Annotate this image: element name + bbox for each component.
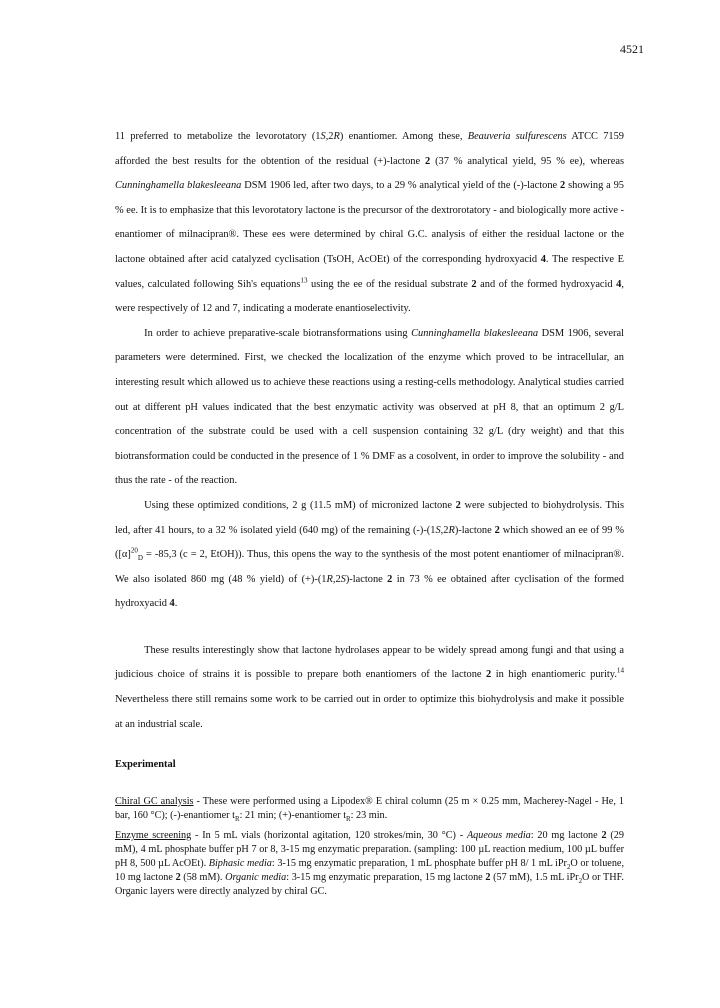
paragraph-3: Using these optimized conditions, 2 g (11.5 mM) of micronized lactone 2 were subjected to biohydrolysis. This led, after 41 hours, to a 32 % isolated yield (640 mg) of the remaining (-)-(1S,2R)-lactone 2 which showed an ee of 99 % ($[\alpha]^{20}_D = -85,3$ (c = 2, EtOH)). Thus, this opens the way to the synthesis of the most potent enantiomer of milnacipran®. We also isolated 860 mg (48 % yield) of (+)-(1R,2S)-lactone 2 in 73 % ee obtained after cyclisation of the formed hydroxyacid 4. (115, 499, 624, 610)
experimental-section (115, 795, 624, 905)
page-number: 4521 (620, 42, 644, 56)
paragraph-1: 11 preferred to metabolize the levorotatory (1S,2R) enantiomer. Among these, Beauveria sulfurescens ATCC 7159 afforded the best results for the obtention of the residual (+)-lactone 2 (37 % analytical yield, 95 % ee), whereas Cunninghamella blakesleeana DSM 1906 led, after two days, to a 29 % analytical yield of the (-)-lactone 2 showing a 95 % ee. It is to emphasize that this levorotatory lactone is the precursor of the dextrorotatory - and biologically more active - enantiomer of milnacipran®. These ees were determined by chiral G.C. analysis of either the residual lactone or the lactone obtained after acid catalyzed cyclisation (TsOH, AcOEt) of the corresponding hydroxyacid 4. The respective E values, calculated following Sih's equations$^{13}$ using the ee of the residual substrate 2 and of the formed hydroxyacid 4, were respectively of 12 and 7, indicating a moderate enantioselectivity. (115, 131, 625, 315)
chiral-gc-paragraph: Chiral GC analysis - These were performed using a Lipodex® E chiral column (25 m × 0.25 mm, Macherey-Nagel - He, 1 bar, 160 °C); (-)-enantiomer $t_R$: 21 min; (+)-enantiomer $t_R$: 23 min. (115, 796, 625, 824)
enzyme-screening-paragraph: Enzyme screening - In 5 mL vials (horizontal agitation, 120 strokes/min, 30 °C) - Aqueous media: 20 mg lactone 2 (29 mM), 4 mL phosphate buffer pH 7 or 8, 3-15 mg enzymatic preparation. (sampling: 100 µL reaction medium, 100 µL buffer pH 8, 500 µL AcOEt). Biphasic media: 3-15 mg enzymatic preparation, 1 mL phosphate buffer pH 8/ 1 mL iPr$_2$O or toluene, 10 mg lactone 2 (58 mM). Organic media: 3-15 mg enzymatic preparation, 15 mg lactone 2 (57 mM), 1.5 mL iPr$_2$O or THF. Organic layers were directly analyzed by chiral GC. (115, 830, 624, 897)
experimental-heading: Experimental (115, 759, 176, 770)
enzyme-screening-label: Enzyme screening (115, 830, 192, 841)
paragraph-4: These results interestingly show that lactone hydrolases appear to be widely spread among fungi and that using a judicious choice of strains it is possible to prepare both enantiomers of the lactone 2 in high enantiomeric purity.$^{14}$ Nevertheless there still remains some work to be carried out in order to optimize this biohydrolysis and make it possible at an industrial scale. (115, 644, 624, 730)
paragraph-2: In order to achieve preparative-scale biotransformations using Cunninghamella blakesleeana DSM 1906, several parameters were determined. First, we checked the localization of the enzyme which proved to be intracellular, an interesting result which allowed us to achieve these reactions using a resting-cells methodology. Analytical studies carried out at different pH values indicated that the best enzymatic activity was observed at pH 8, that an optimum 2 g/L concentration of the substrate could be used with a cell suspension containing 32 g/L (dry weight) and that this biotransformation could be conducted in the presence of 1 % DMF as a cosolvent, in order to improve the solubility - and thus the rate - of the reaction. (115, 327, 624, 487)
chiral-gc-label: Chiral GC analysis (115, 796, 194, 807)
main-text (115, 125, 624, 737)
